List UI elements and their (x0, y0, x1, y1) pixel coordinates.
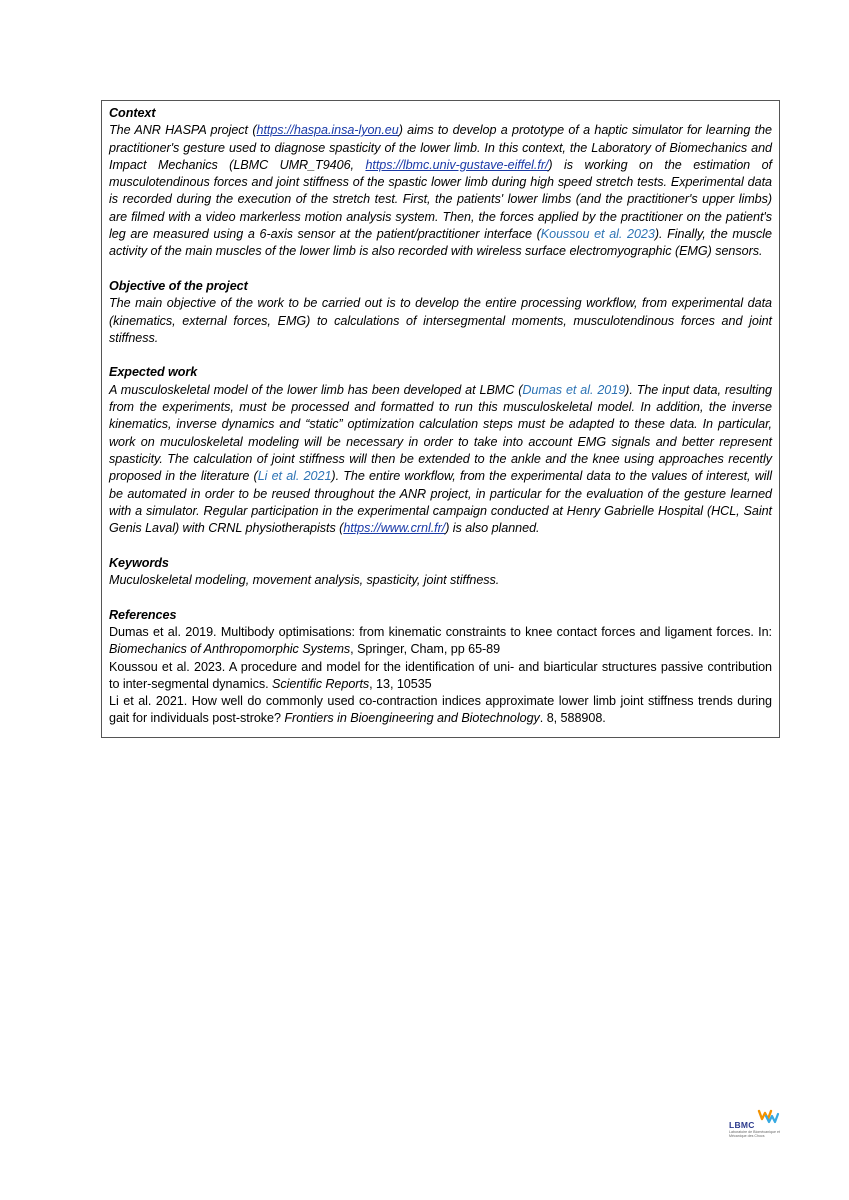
keywords-text: Muculoskeletal modeling, movement analysis, spasticity, joint stiffness. (109, 573, 500, 588)
expected-work-paragraph: A musculoskeletal model of the lower limb has been developed at LBMC (Dumas et al. 2019). The input data, resulting from the experiments, must be processed and formatted to run this musculoskeletal model. In addition, the inverse kinematics, inverse dynamics and “static” optimization calculation steps must be adapted to these data. In particular, work on muculoskeletal modeling will be necessary in order to take into account EMG signals and better represent spasticity. The calculation of joint stiffness will then be extended to the ankle and the knee using approaches recently proposed in the literature (Li et al. 2021). The entire workflow, from the experimental data to the values of interest, will be automated in order to be reused throughout the ANR project, in particular for the evaluation of the gesture learned with a simulator. Regular participation in the experimental campaign conducted at Henry Gabrielle Hospital (HCL, Saint Genis Laval) with CRNL physiotherapists (https://www.crnl.fr/) is also planned. (109, 382, 772, 536)
context-heading: Context (109, 106, 156, 120)
citation-koussou-2023[interactable]: Koussou et al. 2023 (540, 227, 655, 242)
objective-paragraph: The main objective of the work to be carried out is to develop the entire processing workflow, from experimental data (kinematics, external forces, EMG) to calculations of intersegmental moments, musculotendinous forces and joint stiffness. (109, 296, 772, 345)
context-paragraph: The ANR HASPA project (https://haspa.insa-lyon.eu) aims to develop a prototype of a haptic simulator for learning the practitioner's gesture used to diagnose spasticity of the lower limb. In this context, the Laboratory of Biomechanics and Impact Mechanics (LBMC UMR_T9406, https://lbmc.univ-gustave-eiffel.fr/) is working on the estimation of musculotendinous forces and joint stiffness of the spastic lower limb during high speed stretch tests. Experimental data is recorded during the execution of the stretch test. First, the patients' lower limbs (and the practitioner's upper limbs) are filmed with a video markerless motion analysis system. Then, the forces applied by the practitioner on the patient's leg are measured using a 6-axis sensor at the patient/practitioner interface (Koussou et al. 2023). Finally, the muscle activity of the main muscles of the lower limb is also recorded with wireless surface electromyographic (EMG) sensors. (109, 123, 772, 259)
logo-subtitle: Laboratoire de Biomécanique et Mécanique des Chocs (729, 1130, 780, 1139)
crnl-link[interactable]: https://www.crnl.fr/ (343, 521, 446, 536)
haspa-link[interactable]: https://haspa.insa-lyon.eu (256, 123, 399, 138)
logo-name: LBMC (729, 1120, 755, 1130)
logo-wave-orange (759, 1111, 771, 1119)
references-heading: References (109, 607, 177, 622)
spacer (109, 589, 772, 606)
logo-wave-cyan (766, 1114, 778, 1122)
keywords-heading: Keywords (109, 555, 169, 570)
spacer (109, 347, 772, 364)
citation-dumas-2019[interactable]: Dumas et al. 2019 (522, 382, 626, 397)
reference-dumas-2019: Dumas et al. 2019. Multibody optimisations: from kinematic constraints to knee contact forces and ligament forces. In: Biomechanics of Anthropomorphic Systems, Springer, Cham, pp 65-89 (109, 624, 772, 657)
citation-li-2021[interactable]: Li et al. 2021 (257, 469, 332, 484)
spacer (109, 261, 772, 278)
reference-koussou-2023: Koussou et al. 2023. A procedure and model for the identification of uni- and biarticular structures passive contribution to inter-segmental dynamics. Scientific Reports, 13, 10535 (109, 659, 772, 691)
objective-heading: Objective of the project (109, 278, 248, 293)
reference-li-2021: Li et al. 2021. How well do commonly used co-contraction indices approximate lower limb joint stiffness trends during gait for individuals post-stroke? Frontiers in Bioengineering and Biotechnology. 8, 588908. (109, 694, 772, 726)
document-frame (101, 100, 780, 738)
lbmc-link[interactable]: https://lbmc.univ-gustave-eiffel.fr/ (365, 157, 549, 172)
expected-work-heading: Expected work (109, 365, 198, 380)
spacer (109, 537, 772, 554)
